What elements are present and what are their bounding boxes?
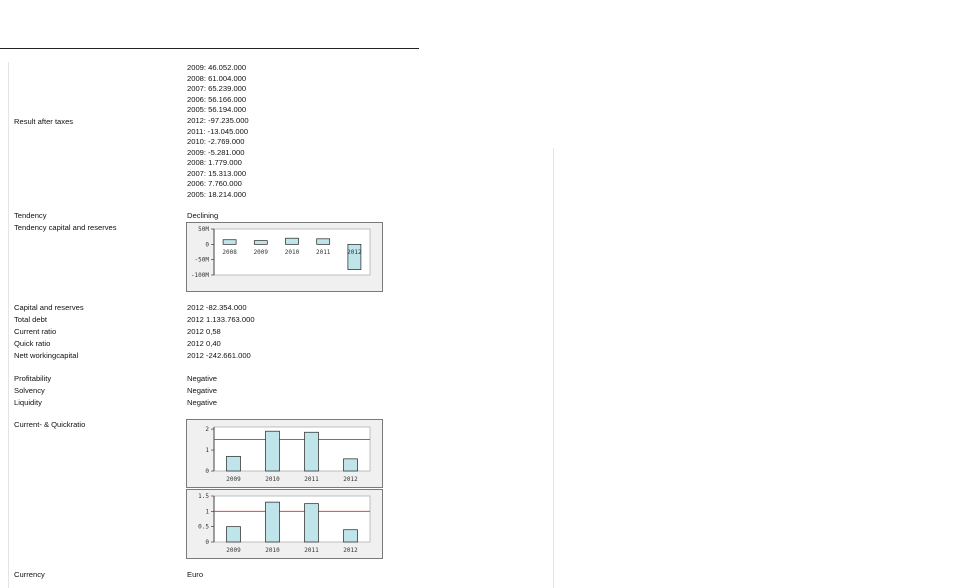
- y-tick-label: 0: [205, 539, 209, 546]
- x-tick-label: 2012: [343, 476, 358, 483]
- y-tick-label: 0.5: [198, 523, 209, 531]
- current-ratio-value: 2012 0,58: [187, 327, 221, 336]
- x-tick-label: 2009: [226, 547, 241, 554]
- tendency-capital-label: Tendency capital and reserves: [14, 223, 117, 232]
- solvency-value: Negative: [187, 386, 217, 395]
- x-tick-label: 2010: [265, 476, 280, 483]
- total-debt-value: 2012 1.133.763.000: [187, 315, 255, 324]
- bar: [305, 504, 319, 542]
- current-ratio-label: Current ratio: [14, 327, 57, 336]
- bar: [305, 432, 319, 471]
- y-tick-label: 0: [205, 241, 209, 249]
- y-tick-label: 1: [205, 508, 209, 516]
- currency-value: Euro: [187, 570, 204, 579]
- result-after-taxes-label: Result after taxes: [14, 117, 74, 126]
- solvency-label: Solvency: [14, 386, 45, 395]
- y-tick-label: 1: [205, 447, 209, 455]
- bar: [223, 240, 236, 245]
- nett-workingcapital-value: 2012 -242.661.000: [187, 351, 251, 360]
- result-value: 2007: 15.313.000: [187, 168, 247, 178]
- x-tick-label: 2011: [304, 476, 319, 483]
- profitability-value: Negative: [187, 374, 217, 383]
- current-ratio-chart: [186, 419, 383, 488]
- result-value: 2012: -97.235.000: [187, 116, 249, 125]
- bar: [227, 456, 241, 471]
- bar: [254, 241, 267, 245]
- result-value: 2009: -5.281.000: [187, 147, 245, 157]
- bar: [317, 239, 330, 245]
- revenue-values-list: [187, 63, 246, 116]
- result-value: 2005: 18.214.000: [187, 189, 247, 199]
- revenue-value: 2008: 61.004.000: [187, 73, 247, 83]
- panel-border-right: [553, 148, 554, 588]
- bar: [266, 502, 280, 542]
- panel-border-left: [8, 62, 9, 588]
- quick-ratio-chart-svg: [187, 490, 382, 558]
- bar: [266, 431, 280, 471]
- liquidity-value: Negative: [187, 398, 217, 407]
- result-value: 2008: 1.779.000: [187, 158, 242, 167]
- currency-label: Currency: [14, 570, 45, 579]
- bar: [344, 459, 358, 471]
- quick-ratio-label: Quick ratio: [14, 339, 51, 348]
- top-divider: [0, 48, 419, 49]
- result-value: 2011: -13.045.000: [187, 126, 249, 136]
- tendency-capital-chart-svg: [187, 223, 382, 291]
- x-tick-label: 2012: [347, 249, 362, 256]
- x-tick-label: 2010: [265, 547, 280, 554]
- x-tick-label: 2012: [343, 547, 358, 554]
- revenue-value: 2007: 65.239.000: [187, 84, 247, 93]
- y-tick-label: 0: [205, 468, 209, 475]
- x-tick-label: 2010: [284, 249, 300, 256]
- revenue-value: 2005: 56.194.000: [187, 105, 247, 114]
- tendency-capital-chart: [186, 222, 383, 292]
- tendency-value: Declining: [187, 211, 219, 220]
- liquidity-label: Liquidity: [14, 398, 42, 407]
- x-tick-label: 2009: [226, 476, 241, 483]
- quick-ratio-value: 2012 0,40: [187, 339, 221, 348]
- y-tick-label: 1.5: [198, 493, 209, 500]
- current-quick-label: Current- & Quickratio: [14, 420, 86, 429]
- revenue-value: 2006: 56.166.000: [187, 94, 247, 104]
- capital-reserves-value: 2012 -82.354.000: [187, 303, 247, 312]
- current-ratio-chart-svg: [187, 420, 382, 487]
- quick-ratio-chart: [186, 489, 383, 559]
- nett-workingcapital-label: Nett workingcapital: [14, 351, 79, 360]
- y-tick-label: 2: [205, 426, 209, 434]
- profitability-label: Profitability: [14, 374, 52, 383]
- revenue-value: 2009: 46.052.000: [187, 63, 247, 72]
- total-debt-label: Total debt: [14, 315, 47, 324]
- x-tick-label: 2011: [315, 249, 331, 256]
- bar: [227, 527, 241, 542]
- result-after-taxes-list: [187, 116, 249, 200]
- capital-reserves-label: Capital and reserves: [14, 303, 84, 312]
- y-tick-label: -100M: [190, 272, 209, 279]
- x-tick-label: 2008: [222, 249, 237, 256]
- x-tick-label: 2011: [304, 547, 319, 554]
- bar: [286, 238, 299, 244]
- bar: [344, 530, 358, 542]
- y-tick-label: 50M: [198, 226, 209, 233]
- result-value: 2006: 7.760.000: [187, 179, 242, 188]
- y-tick-label: -50M: [194, 256, 209, 264]
- x-tick-label: 2009: [253, 249, 269, 256]
- result-value: 2010: -2.769.000: [187, 137, 245, 146]
- tendency-label: Tendency: [14, 211, 47, 220]
